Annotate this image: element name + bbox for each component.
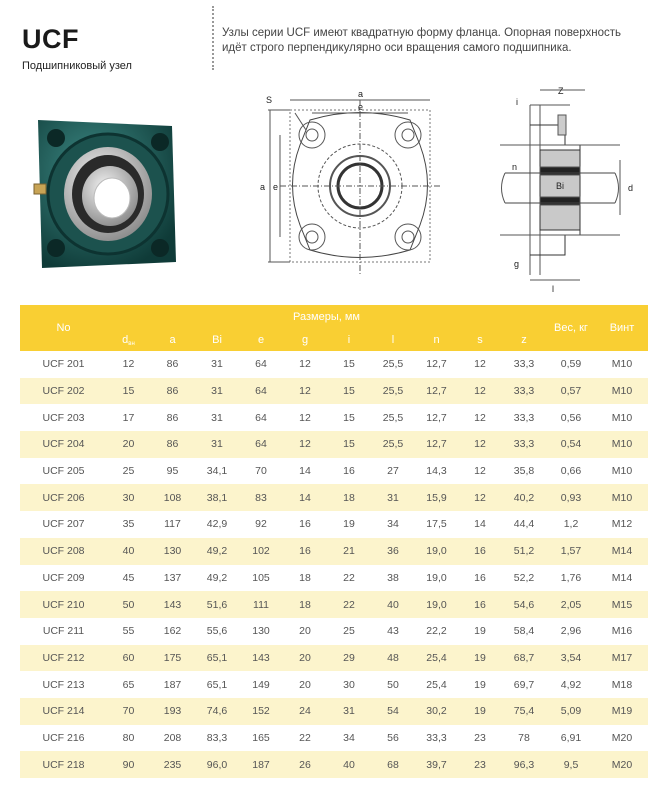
description-text: Узлы серии UCF имеют квадратную форму фланца. Опорная поверхность идёт строго перпендикулярно оси вращения самого подшипника. bbox=[222, 27, 621, 54]
col-header-a: a bbox=[150, 329, 195, 351]
table-row bbox=[20, 378, 648, 405]
table-cell: 64 bbox=[239, 431, 283, 458]
spec-table bbox=[20, 305, 648, 778]
table-cell: 78 bbox=[502, 725, 546, 752]
model-cell: UCF 216 bbox=[20, 725, 107, 752]
table-row bbox=[20, 404, 648, 431]
table-cell: 14 bbox=[283, 458, 327, 485]
table-cell: 70 bbox=[239, 458, 283, 485]
dim-label-i: i bbox=[516, 97, 518, 107]
table-cell: M10 bbox=[596, 378, 648, 405]
table-cell: M10 bbox=[596, 431, 648, 458]
col-header-s: s bbox=[458, 329, 502, 351]
table-cell: 68 bbox=[371, 751, 415, 778]
col-header-g: g bbox=[283, 329, 327, 351]
table-cell: 49,2 bbox=[195, 565, 239, 592]
table-cell: M17 bbox=[596, 645, 648, 672]
page-title: UCF bbox=[22, 24, 79, 54]
table-cell: 30,2 bbox=[415, 698, 458, 725]
table-cell: 34 bbox=[327, 725, 371, 752]
table-cell: 143 bbox=[239, 645, 283, 672]
table-cell: 64 bbox=[239, 351, 283, 378]
table-cell: 31 bbox=[195, 404, 239, 431]
model-cell: UCF 214 bbox=[20, 698, 107, 725]
dim-label-e-left: e bbox=[273, 182, 279, 192]
dim-label-d: d bbox=[628, 183, 634, 193]
table-cell: 34 bbox=[371, 511, 415, 538]
table-cell: 19 bbox=[458, 618, 502, 645]
table-cell: 0,54 bbox=[546, 431, 596, 458]
dim-label-bi: Bi bbox=[556, 181, 565, 191]
table-cell: 64 bbox=[239, 378, 283, 405]
table-cell: 31 bbox=[327, 698, 371, 725]
table-cell: 38,1 bbox=[195, 484, 239, 511]
table-cell: 12,7 bbox=[415, 351, 458, 378]
table-cell: 111 bbox=[239, 591, 283, 618]
table-cell: 187 bbox=[239, 751, 283, 778]
table-cell: 51,6 bbox=[195, 591, 239, 618]
col-header-n: n bbox=[415, 329, 458, 351]
table-cell: 25,5 bbox=[371, 351, 415, 378]
table-cell: 20 bbox=[283, 618, 327, 645]
table-cell: 14 bbox=[283, 484, 327, 511]
table-cell: 25,4 bbox=[415, 671, 458, 698]
model-cell: UCF 210 bbox=[20, 591, 107, 618]
table-cell: 48 bbox=[371, 645, 415, 672]
table-cell: 165 bbox=[239, 725, 283, 752]
table-row bbox=[20, 565, 648, 592]
table-cell: 19,0 bbox=[415, 565, 458, 592]
table-cell: 31 bbox=[195, 378, 239, 405]
table-cell: 33,3 bbox=[502, 404, 546, 431]
dim-label-s: S bbox=[266, 95, 273, 105]
table-cell: 20 bbox=[283, 671, 327, 698]
table-cell: 12 bbox=[283, 351, 327, 378]
table-cell: 19,0 bbox=[415, 591, 458, 618]
page-subtitle: Подшипниковый узел bbox=[22, 60, 132, 72]
table-cell: 43 bbox=[371, 618, 415, 645]
table-cell: 162 bbox=[150, 618, 195, 645]
table-cell: 12,7 bbox=[415, 431, 458, 458]
table-cell: 15 bbox=[107, 378, 150, 405]
table-cell: 96,0 bbox=[195, 751, 239, 778]
table-cell: 95 bbox=[150, 458, 195, 485]
table-cell: 12,7 bbox=[415, 378, 458, 405]
table-cell: 60 bbox=[107, 645, 150, 672]
table-cell: 35 bbox=[107, 511, 150, 538]
col-header-l: l bbox=[371, 329, 415, 351]
table-cell: 193 bbox=[150, 698, 195, 725]
bearing-unit-photo bbox=[20, 112, 180, 272]
table-cell: 86 bbox=[150, 378, 195, 405]
table-cell: 80 bbox=[107, 725, 150, 752]
table-cell: 16 bbox=[327, 458, 371, 485]
table-cell: 40 bbox=[107, 538, 150, 565]
technical-drawing bbox=[240, 85, 645, 295]
table-cell: 9,5 bbox=[546, 751, 596, 778]
table-cell: 17 bbox=[107, 404, 150, 431]
dim-label-a-top: a bbox=[358, 89, 364, 99]
table-row bbox=[20, 431, 648, 458]
table-cell: 25,5 bbox=[371, 378, 415, 405]
table-cell: 2,05 bbox=[546, 591, 596, 618]
table-cell: 12 bbox=[458, 351, 502, 378]
table-cell: 39,7 bbox=[415, 751, 458, 778]
table-cell: M10 bbox=[596, 404, 648, 431]
table-cell: 23 bbox=[458, 751, 502, 778]
dim-label-l: l bbox=[552, 284, 554, 294]
table-cell: 1,2 bbox=[546, 511, 596, 538]
table-cell: 175 bbox=[150, 645, 195, 672]
table-cell: M12 bbox=[596, 511, 648, 538]
table-cell: 235 bbox=[150, 751, 195, 778]
table-cell: M10 bbox=[596, 351, 648, 378]
table-cell: 50 bbox=[371, 671, 415, 698]
table-cell: 12 bbox=[283, 404, 327, 431]
table-cell: 12 bbox=[458, 431, 502, 458]
table-cell: M10 bbox=[596, 458, 648, 485]
table-cell: M10 bbox=[596, 484, 648, 511]
table-cell: 19 bbox=[327, 511, 371, 538]
table-cell: 22 bbox=[327, 565, 371, 592]
table-cell: 38 bbox=[371, 565, 415, 592]
table-cell: 50 bbox=[107, 591, 150, 618]
table-cell: 2,96 bbox=[546, 618, 596, 645]
table-cell: 12,7 bbox=[415, 404, 458, 431]
table-cell: 15 bbox=[327, 351, 371, 378]
table-cell: 75,4 bbox=[502, 698, 546, 725]
table-row bbox=[20, 484, 648, 511]
table-cell: 31 bbox=[371, 484, 415, 511]
table-cell: 20 bbox=[107, 431, 150, 458]
table-cell: M18 bbox=[596, 671, 648, 698]
model-cell: UCF 203 bbox=[20, 404, 107, 431]
model-cell: UCF 211 bbox=[20, 618, 107, 645]
table-cell: M14 bbox=[596, 538, 648, 565]
col-header-d bbox=[107, 329, 150, 351]
col-header-d-sub: вн bbox=[128, 340, 135, 347]
table-cell: 55 bbox=[107, 618, 150, 645]
table-cell: 16 bbox=[458, 538, 502, 565]
model-cell: UCF 202 bbox=[20, 378, 107, 405]
model-cell: UCF 205 bbox=[20, 458, 107, 485]
col-header-bi: Bi bbox=[195, 329, 239, 351]
table-cell: 40 bbox=[371, 591, 415, 618]
table-cell: 24 bbox=[283, 698, 327, 725]
table-cell: 65,1 bbox=[195, 645, 239, 672]
table-cell: 187 bbox=[150, 671, 195, 698]
table-cell: 117 bbox=[150, 511, 195, 538]
table-cell: 49,2 bbox=[195, 538, 239, 565]
table-cell: 14,3 bbox=[415, 458, 458, 485]
table-cell: 36 bbox=[371, 538, 415, 565]
table-cell: 15 bbox=[327, 431, 371, 458]
table-cell: 45 bbox=[107, 565, 150, 592]
table-row bbox=[20, 618, 648, 645]
table-cell: 40 bbox=[327, 751, 371, 778]
table-cell: 86 bbox=[150, 431, 195, 458]
table-cell: 208 bbox=[150, 725, 195, 752]
col-header-no: No bbox=[20, 305, 107, 351]
dim-label-n: n bbox=[512, 162, 518, 172]
table-cell: 69,7 bbox=[502, 671, 546, 698]
table-row bbox=[20, 591, 648, 618]
model-cell: UCF 204 bbox=[20, 431, 107, 458]
table-cell: 15,9 bbox=[415, 484, 458, 511]
dim-label-g: g bbox=[514, 259, 520, 269]
table-cell: 16 bbox=[458, 591, 502, 618]
table-cell: 19,0 bbox=[415, 538, 458, 565]
table-cell: 130 bbox=[150, 538, 195, 565]
table-cell: 44,4 bbox=[502, 511, 546, 538]
table-cell: 70 bbox=[107, 698, 150, 725]
table-cell: 52,2 bbox=[502, 565, 546, 592]
table-cell: 22 bbox=[327, 591, 371, 618]
model-cell: UCF 213 bbox=[20, 671, 107, 698]
table-cell: 96,3 bbox=[502, 751, 546, 778]
table-cell: 0,56 bbox=[546, 404, 596, 431]
table-cell: 1,76 bbox=[546, 565, 596, 592]
table-row bbox=[20, 538, 648, 565]
table-cell: 54,6 bbox=[502, 591, 546, 618]
table-cell: 12 bbox=[458, 404, 502, 431]
col-header-screw: Винт bbox=[596, 305, 648, 351]
table-cell: 83 bbox=[239, 484, 283, 511]
model-cell: UCF 206 bbox=[20, 484, 107, 511]
table-cell: 15 bbox=[327, 404, 371, 431]
table-cell: 16 bbox=[283, 511, 327, 538]
model-cell: UCF 201 bbox=[20, 351, 107, 378]
table-cell: 0,93 bbox=[546, 484, 596, 511]
table-cell: 65 bbox=[107, 671, 150, 698]
table-cell: 16 bbox=[283, 538, 327, 565]
table-cell: 17,5 bbox=[415, 511, 458, 538]
model-cell: UCF 212 bbox=[20, 645, 107, 672]
table-cell: M19 bbox=[596, 698, 648, 725]
table-cell: 30 bbox=[107, 484, 150, 511]
table-cell: 18 bbox=[283, 591, 327, 618]
table-cell: 6,91 bbox=[546, 725, 596, 752]
table-cell: 58,4 bbox=[502, 618, 546, 645]
table-cell: 42,9 bbox=[195, 511, 239, 538]
table-cell: 34,1 bbox=[195, 458, 239, 485]
table-row bbox=[20, 351, 648, 378]
table-cell: 19 bbox=[458, 645, 502, 672]
table-cell: 40,2 bbox=[502, 484, 546, 511]
table-cell: 20 bbox=[283, 645, 327, 672]
table-cell: 25 bbox=[107, 458, 150, 485]
table-cell: 12 bbox=[283, 431, 327, 458]
table-cell: 12 bbox=[283, 378, 327, 405]
table-row bbox=[20, 511, 648, 538]
table-cell: 149 bbox=[239, 671, 283, 698]
table-cell: 5,09 bbox=[546, 698, 596, 725]
table-cell: 1,57 bbox=[546, 538, 596, 565]
table-cell: M15 bbox=[596, 591, 648, 618]
table-cell: 22,2 bbox=[415, 618, 458, 645]
table-cell: 83,3 bbox=[195, 725, 239, 752]
col-header-z: z bbox=[502, 329, 546, 351]
dim-label-e-top: e bbox=[358, 102, 364, 112]
table-cell: 12 bbox=[458, 484, 502, 511]
table-cell: 16 bbox=[458, 565, 502, 592]
table-cell: 19 bbox=[458, 698, 502, 725]
table-cell: 12 bbox=[458, 458, 502, 485]
table-cell: 4,92 bbox=[546, 671, 596, 698]
table-cell: 0,66 bbox=[546, 458, 596, 485]
table-cell: 143 bbox=[150, 591, 195, 618]
table-cell: 68,7 bbox=[502, 645, 546, 672]
table-cell: M20 bbox=[596, 725, 648, 752]
table-cell: 64 bbox=[239, 404, 283, 431]
table-cell: 0,57 bbox=[546, 378, 596, 405]
table-cell: 86 bbox=[150, 404, 195, 431]
model-cell: UCF 207 bbox=[20, 511, 107, 538]
table-row bbox=[20, 751, 648, 778]
table-cell: 18 bbox=[283, 565, 327, 592]
table-cell: 25 bbox=[327, 618, 371, 645]
table-cell: 30 bbox=[327, 671, 371, 698]
table-cell: 22 bbox=[283, 725, 327, 752]
table-cell: 92 bbox=[239, 511, 283, 538]
model-cell: UCF 208 bbox=[20, 538, 107, 565]
table-cell: 18 bbox=[327, 484, 371, 511]
table-cell: 86 bbox=[150, 351, 195, 378]
table-cell: 3,54 bbox=[546, 645, 596, 672]
table-row bbox=[20, 671, 648, 698]
table-cell: 74,6 bbox=[195, 698, 239, 725]
table-cell: 26 bbox=[283, 751, 327, 778]
table-cell: 105 bbox=[239, 565, 283, 592]
table-cell: M20 bbox=[596, 751, 648, 778]
table-cell: 27 bbox=[371, 458, 415, 485]
table-cell: 137 bbox=[150, 565, 195, 592]
spec-table-body bbox=[20, 351, 648, 778]
table-cell: 33,3 bbox=[415, 725, 458, 752]
table-cell: 0,59 bbox=[546, 351, 596, 378]
table-cell: 90 bbox=[107, 751, 150, 778]
table-cell: 51,2 bbox=[502, 538, 546, 565]
col-header-i: i bbox=[327, 329, 371, 351]
table-cell: 12 bbox=[458, 378, 502, 405]
table-cell: 15 bbox=[327, 378, 371, 405]
table-cell: 65,1 bbox=[195, 671, 239, 698]
table-cell: 25,4 bbox=[415, 645, 458, 672]
table-row bbox=[20, 725, 648, 752]
model-cell: UCF 209 bbox=[20, 565, 107, 592]
table-cell: 21 bbox=[327, 538, 371, 565]
table-cell: 130 bbox=[239, 618, 283, 645]
model-cell: UCF 218 bbox=[20, 751, 107, 778]
table-cell: 14 bbox=[458, 511, 502, 538]
table-cell: 33,3 bbox=[502, 351, 546, 378]
dotted-divider bbox=[212, 6, 214, 70]
table-cell: 33,3 bbox=[502, 431, 546, 458]
table-cell: 55,6 bbox=[195, 618, 239, 645]
col-header-weight: Вес, кг bbox=[546, 305, 596, 351]
table-row bbox=[20, 645, 648, 672]
table-row bbox=[20, 458, 648, 485]
table-cell: 29 bbox=[327, 645, 371, 672]
col-header-e: e bbox=[239, 329, 283, 351]
col-header-dimensions: Размеры, мм bbox=[107, 305, 546, 329]
table-cell: 31 bbox=[195, 351, 239, 378]
table-cell: 35,8 bbox=[502, 458, 546, 485]
table-cell: 152 bbox=[239, 698, 283, 725]
dim-label-z: Z bbox=[558, 86, 564, 96]
table-cell: 23 bbox=[458, 725, 502, 752]
dim-label-a-left: a bbox=[260, 182, 266, 192]
table-cell: 19 bbox=[458, 671, 502, 698]
table-cell: M16 bbox=[596, 618, 648, 645]
table-cell: 12 bbox=[107, 351, 150, 378]
table-cell: 33,3 bbox=[502, 378, 546, 405]
table-cell: 31 bbox=[195, 431, 239, 458]
table-cell: 54 bbox=[371, 698, 415, 725]
table-cell: 56 bbox=[371, 725, 415, 752]
table-cell: M14 bbox=[596, 565, 648, 592]
table-cell: 25,5 bbox=[371, 404, 415, 431]
col-header-d-main: d bbox=[122, 333, 129, 346]
table-row bbox=[20, 698, 648, 725]
table-cell: 108 bbox=[150, 484, 195, 511]
table-cell: 102 bbox=[239, 538, 283, 565]
table-cell: 25,5 bbox=[371, 431, 415, 458]
